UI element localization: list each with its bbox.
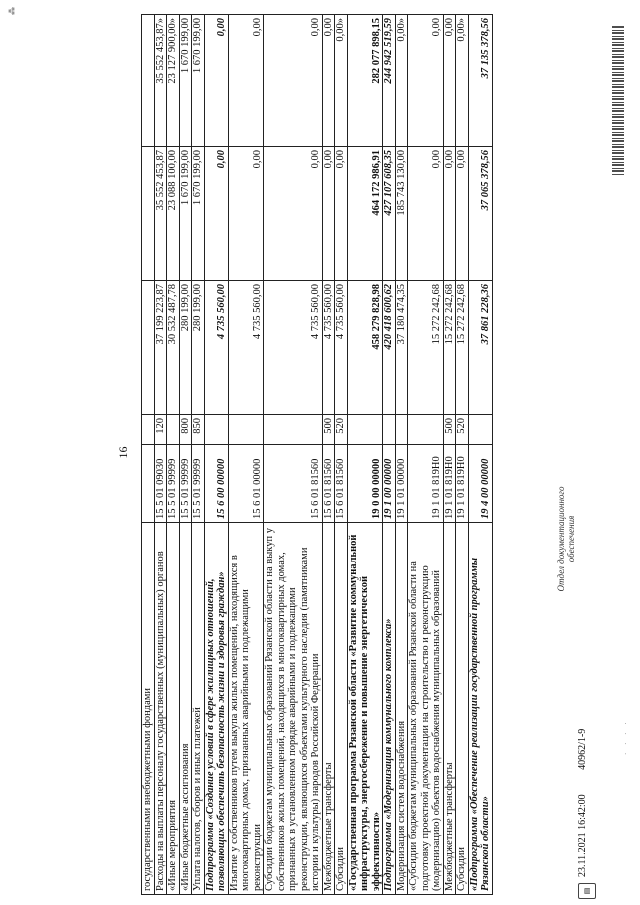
row-code: 15 5 01 99999 bbox=[179, 445, 192, 523]
row-code: 15 6 00 00000 bbox=[204, 445, 228, 523]
row-sum-2022: 0,00 bbox=[322, 147, 335, 281]
budget-table-body bbox=[142, 15, 493, 895]
row-vr bbox=[395, 415, 408, 445]
row-vr: 850 bbox=[192, 415, 205, 445]
table-row bbox=[154, 15, 167, 895]
row-sum-2023: 37 135 378,56 bbox=[468, 15, 492, 147]
row-code: 15 6 01 81560 bbox=[322, 445, 335, 523]
row-sum-2022: 0,00 bbox=[456, 147, 469, 281]
row-code: 15 5 01 09030 bbox=[154, 445, 167, 523]
table-row bbox=[228, 15, 264, 895]
row-vr: 120 bbox=[154, 415, 167, 445]
row-sum-2022 bbox=[142, 147, 155, 281]
table-row bbox=[167, 15, 180, 895]
row-sum-2022: 185 743 130,00 bbox=[395, 147, 408, 281]
row-sum-2023: 0,00» bbox=[395, 15, 408, 147]
barcode-graphic bbox=[612, 25, 624, 175]
row-sum-2023: 23 127 900,00» bbox=[167, 15, 180, 147]
table-row bbox=[335, 15, 348, 895]
row-name: «Иные мероприятия bbox=[167, 523, 180, 895]
row-name: Субсидии бюджетам муниципальных образований Рязанской области на выкуп у собственников жилых помещений, находящихся в многоквартирных домах, признанных в установленном порядке аварийными и подлежащими реконструкции, являющихся объектами культурного наследия (памятниками истории и культуры) народов Российской Федерации bbox=[264, 523, 323, 895]
row-code: 15 6 01 00000 bbox=[228, 445, 264, 523]
row-name: «Подпрограмма «Обеспечение реализации государственной программы Рязанской области» bbox=[468, 523, 492, 895]
row-sum-2022: 0,00 bbox=[335, 147, 348, 281]
table-row bbox=[204, 15, 228, 895]
row-sum-2023: 1 670 199,00 bbox=[192, 15, 205, 147]
table-row bbox=[408, 15, 444, 895]
table-row bbox=[443, 15, 456, 895]
row-code: 19 1 01 819Н0 bbox=[443, 445, 456, 523]
row-sum-2023: 0,00 bbox=[322, 15, 335, 147]
row-sum-2023: 0,00» bbox=[456, 15, 469, 147]
footer bbox=[577, 707, 588, 877]
row-vr bbox=[264, 415, 323, 445]
row-sum-2022: 35 552 453,87 bbox=[154, 147, 167, 281]
row-code: 19 1 01 819Н0 bbox=[456, 445, 469, 523]
budget-table bbox=[141, 14, 493, 895]
row-vr: 500 bbox=[443, 415, 456, 445]
faint-marks: · · · · bbox=[622, 719, 630, 755]
row-sum-2022: 1 670 199,00 bbox=[192, 147, 205, 281]
row-name: Межбюджетные трансферты bbox=[443, 523, 456, 895]
table-row bbox=[383, 15, 396, 895]
row-name: Межбюджетные трансферты bbox=[322, 523, 335, 895]
row-code bbox=[142, 445, 155, 523]
row-name: «Субсидии бюджетам муниципальных образований Рязанской области на подготовку проектной документации на строительство и реконструкцию (модернизацию) объектов водоснабжения муниципальных образований bbox=[408, 523, 444, 895]
row-sum-2023: 0,00 bbox=[443, 15, 456, 147]
row-vr: 520 bbox=[335, 415, 348, 445]
row-sum-2022: 37 065 378,56 bbox=[468, 147, 492, 281]
row-name: Подпрограмма «Модернизация коммунального комплекса» bbox=[383, 523, 396, 895]
table-row bbox=[264, 15, 323, 895]
row-code: 15 6 01 81560 bbox=[335, 445, 348, 523]
row-vr bbox=[408, 415, 444, 445]
row-sum-2023: 1 670 199,00 bbox=[179, 15, 192, 147]
table-row bbox=[142, 15, 155, 895]
row-code: 19 1 01 00000 bbox=[395, 445, 408, 523]
row-sum-2021: 420 418 600,62 bbox=[383, 281, 396, 415]
row-sum-2021: 37 199 223,87 bbox=[154, 281, 167, 415]
row-sum-2022: 427 107 608,35 bbox=[383, 147, 396, 281]
row-sum-2022: 0,00 bbox=[228, 147, 264, 281]
row-code: 19 1 00 00000 bbox=[383, 445, 396, 523]
row-vr bbox=[383, 415, 396, 445]
row-sum-2022: 23 088 100,00 bbox=[167, 147, 180, 281]
row-sum-2023 bbox=[142, 15, 155, 147]
row-sum-2022: 0,00 bbox=[443, 147, 456, 281]
row-name: Модернизация систем водоснабжения bbox=[395, 523, 408, 895]
table-row bbox=[192, 15, 205, 895]
row-sum-2021: 280 199,00 bbox=[192, 281, 205, 415]
table-row bbox=[468, 15, 492, 895]
row-sum-2022: 0,00 bbox=[408, 147, 444, 281]
row-code: 19 0 00 00000 bbox=[347, 445, 383, 523]
row-sum-2021: 4 735 560,00 bbox=[322, 281, 335, 415]
row-vr bbox=[167, 415, 180, 445]
row-sum-2023: 35 552 453,87» bbox=[154, 15, 167, 147]
row-name: «Государственная программа Рязанской области «Развитие коммунальной инфраструктуры, энергосбережение и повышение энергетической эффективности» bbox=[347, 523, 383, 895]
row-sum-2023: 0,00 bbox=[228, 15, 264, 147]
row-sum-2023: 0,00» bbox=[335, 15, 348, 147]
row-sum-2023: 0,00 bbox=[264, 15, 323, 147]
row-sum-2022: 0,00 bbox=[204, 147, 228, 281]
row-sum-2023: 244 942 519,59 bbox=[383, 15, 396, 147]
footer-date: 23.11.2021 16:42:00 bbox=[577, 794, 588, 877]
row-sum-2021: 15 272 242,68 bbox=[456, 281, 469, 415]
corner-mark: ⁂ bbox=[8, 7, 17, 15]
table-row bbox=[179, 15, 192, 895]
table-row bbox=[456, 15, 469, 895]
document-icon: ▤ bbox=[578, 883, 596, 899]
table-row bbox=[322, 15, 335, 895]
stamp: Отдел документационного обеспечения bbox=[556, 486, 576, 592]
row-name: Изъятие у собственников путем выкупа жилых помещений, находящихся в многоквартирных домах, признанных аварийными и подлежащими реконструкции bbox=[228, 523, 264, 895]
row-sum-2021: 4 735 560,00 bbox=[204, 281, 228, 415]
row-vr: 800 bbox=[179, 415, 192, 445]
row-name: «Иные бюджетные ассигнования bbox=[179, 523, 192, 895]
table-row bbox=[395, 15, 408, 895]
row-name: Субсидии bbox=[456, 523, 469, 895]
row-sum-2021: 280 199,00 bbox=[179, 281, 192, 415]
row-vr: 520 bbox=[456, 415, 469, 445]
row-sum-2023: 0,00 bbox=[204, 15, 228, 147]
row-name: Уплата налогов, сборов и иных платежей bbox=[192, 523, 205, 895]
row-sum-2021: 37 861 228,36 bbox=[468, 281, 492, 415]
row-sum-2021: 15 272 242,68 bbox=[408, 281, 444, 415]
row-name: Подпрограмма «Создание условий в сфере жилищных отношений, позволяющих обеспечить безопасность жизни и здоровья граждан» bbox=[204, 523, 228, 895]
row-sum-2021: 37 180 474,35 bbox=[395, 281, 408, 415]
row-sum-2021: 4 735 560,00 bbox=[335, 281, 348, 415]
row-sum-2021: 458 279 828,98 bbox=[347, 281, 383, 415]
row-code: 15 5 01 99999 bbox=[167, 445, 180, 523]
row-vr bbox=[142, 415, 155, 445]
row-code: 19 1 01 819Н0 bbox=[408, 445, 444, 523]
row-vr bbox=[228, 415, 264, 445]
page-number: 16 bbox=[116, 446, 130, 459]
row-code: 15 5 01 99999 bbox=[192, 445, 205, 523]
table-row bbox=[347, 15, 383, 895]
row-vr bbox=[468, 415, 492, 445]
row-sum-2021: 30 532 487,78 bbox=[167, 281, 180, 415]
row-name: Субсидии bbox=[335, 523, 348, 895]
row-vr bbox=[347, 415, 383, 445]
row-sum-2023: 0,00 bbox=[408, 15, 444, 147]
row-sum-2021: 4 735 560,00 bbox=[228, 281, 264, 415]
row-sum-2021 bbox=[142, 281, 155, 415]
row-name: государственными внебюджетными фондами bbox=[142, 523, 155, 895]
row-code: 15 6 01 81560 bbox=[264, 445, 323, 523]
row-vr: 500 bbox=[322, 415, 335, 445]
row-sum-2022: 1 670 199,00 bbox=[179, 147, 192, 281]
row-vr bbox=[204, 415, 228, 445]
footer-code: 40962/1-9 bbox=[577, 728, 588, 770]
row-sum-2022: 0,00 bbox=[264, 147, 323, 281]
row-sum-2021: 15 272 242,68 bbox=[443, 281, 456, 415]
row-sum-2021: 4 735 560,00 bbox=[264, 281, 323, 415]
row-name: Расходы на выплаты персоналу государственных (муниципальных) органов bbox=[154, 523, 167, 895]
row-sum-2023: 282 077 898,15 bbox=[347, 15, 383, 147]
row-sum-2022: 464 172 986,91 bbox=[347, 147, 383, 281]
row-code: 19 4 00 00000 bbox=[468, 445, 492, 523]
